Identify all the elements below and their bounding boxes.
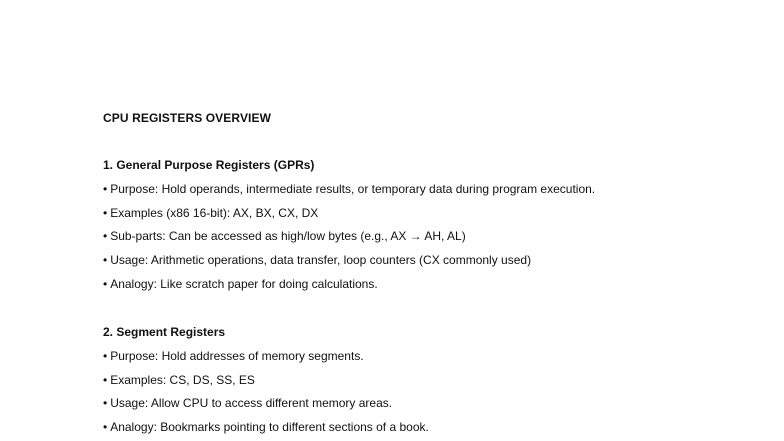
bullet-list	[103, 181, 595, 300]
list-item-text: Purpose: Hold operands, intermediate results, or temporary data during program execution.	[110, 181, 596, 196]
list-item-text: Usage: Allow CPU to access different memory areas.	[110, 396, 393, 411]
section-segment-registers	[103, 324, 429, 441]
document-title: CPU REGISTERS OVERVIEW	[103, 111, 272, 125]
list-item-text: Purpose: Hold addresses of memory segments.	[110, 348, 364, 363]
list-item	[103, 372, 429, 396]
list-item-text: Examples: CS, DS, SS, ES	[110, 372, 255, 387]
bullet-icon: •	[103, 181, 108, 196]
bullet-icon: •	[103, 276, 108, 291]
section-heading: 2. Segment Registers	[103, 325, 226, 339]
section-general-purpose-registers	[103, 157, 595, 300]
list-item	[103, 276, 595, 300]
bullet-icon: •	[103, 229, 108, 244]
list-item-text: Analogy: Like scratch paper for doing calculations.	[110, 276, 378, 291]
section-heading: 1. General Purpose Registers (GPRs)	[103, 158, 315, 172]
list-item-text: Examples (x86 16-bit): AX, BX, CX, DX	[110, 205, 319, 220]
bullet-icon: •	[103, 396, 108, 411]
list-item	[103, 205, 595, 229]
bullet-list	[103, 348, 429, 441]
bullet-icon: •	[103, 205, 108, 220]
list-item-text: Sub-parts: Can be accessed as high/low bytes (e.g., AX → AH, AL)	[110, 229, 466, 244]
bullet-icon: •	[103, 253, 108, 268]
list-item	[103, 181, 595, 205]
list-item-text: Usage: Arithmetic operations, data transfer, loop counters (CX commonly used)	[110, 253, 532, 268]
bullet-icon: •	[103, 348, 108, 363]
bullet-icon: •	[103, 372, 108, 387]
list-item	[103, 348, 429, 372]
list-item	[103, 419, 429, 441]
list-item	[103, 228, 595, 252]
list-item	[103, 252, 595, 276]
list-item-text: Analogy: Bookmarks pointing to different sections of a book.	[110, 420, 429, 435]
bullet-icon: •	[103, 420, 108, 435]
list-item	[103, 395, 429, 419]
